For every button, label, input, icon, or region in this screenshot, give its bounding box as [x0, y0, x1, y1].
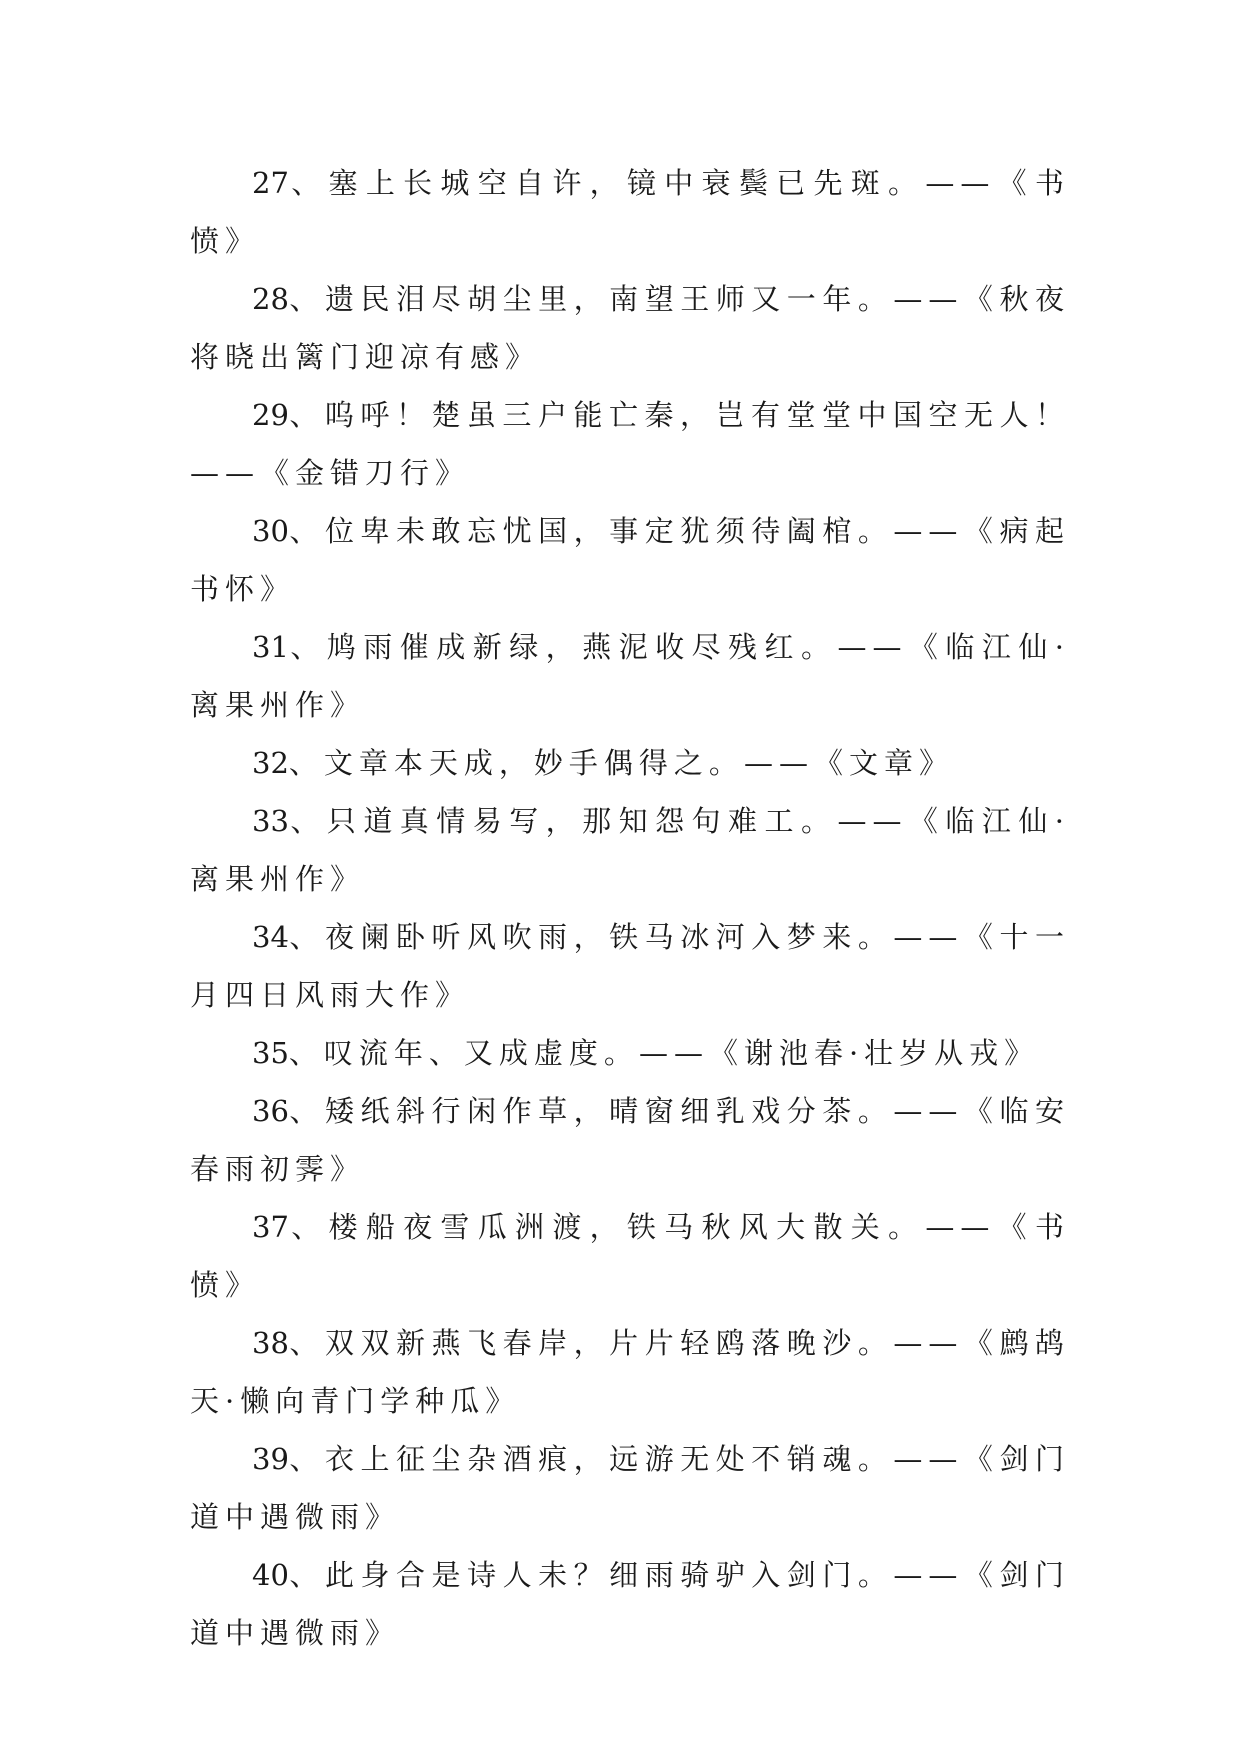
item-quote: 鸠雨催成新绿，燕泥收尽残红。 [326, 630, 838, 664]
list-item [190, 502, 1070, 618]
item-number: 30 [252, 514, 289, 548]
item-number: 33 [252, 804, 289, 838]
item-number: 35 [252, 1036, 289, 1070]
list-item [190, 618, 1070, 734]
item-quote: 只道真情易写，那知怨句难工。 [326, 804, 838, 838]
item-quote: 矮纸斜行闲作草，晴窗细乳戏分茶。 [324, 1094, 894, 1128]
item-separator: 、 [288, 514, 325, 548]
item-quote: 呜呼！楚虽三户能亡秦，岂有堂堂中国空无人！ [324, 398, 1070, 432]
item-number: 38 [252, 1326, 289, 1360]
item-source: ——《病起书怀》 [190, 514, 1070, 606]
item-source: ——《金错刀行》 [190, 456, 471, 490]
list-item [190, 734, 1070, 792]
item-separator: 、 [288, 166, 329, 200]
item-quote: 位卑未敢忘忧国，事定犹须待阖棺。 [324, 514, 894, 548]
item-quote: 夜阑卧听风吹雨，铁马冰河入梦来。 [324, 920, 894, 954]
list-item [190, 1430, 1070, 1546]
list-item [190, 1546, 1070, 1662]
item-quote: 此身合是诗人未？细雨骑驴入剑门。 [324, 1558, 894, 1592]
item-number: 39 [252, 1442, 289, 1476]
item-quote: 叹流年、又成虚度。 [323, 1036, 639, 1070]
list-item [190, 1024, 1070, 1082]
item-source: ——《秋夜将晓出篱门迎凉有感》 [190, 282, 1070, 374]
item-quote: 文章本天成，妙手偶得之。 [323, 746, 744, 780]
list-item [190, 1314, 1070, 1430]
item-separator: 、 [288, 1558, 325, 1592]
item-source: ——《十一月四日风雨大作》 [190, 920, 1070, 1012]
item-source: ——《临江仙·离果州作》 [190, 804, 1070, 896]
list-item [190, 1198, 1070, 1314]
item-quote: 楼船夜雪瓜洲渡，铁马秋风大散关。 [328, 1210, 926, 1244]
item-separator: 、 [288, 1210, 329, 1244]
list-item [190, 270, 1070, 386]
item-separator: 、 [288, 398, 325, 432]
list-item [190, 792, 1070, 908]
item-number: 36 [252, 1094, 289, 1128]
item-source: ——《书愤》 [190, 166, 1070, 258]
item-number: 34 [252, 920, 289, 954]
item-quote: 双双新燕飞春岸，片片轻鸥落晚沙。 [324, 1326, 894, 1360]
list-item [190, 154, 1070, 270]
list-item [190, 908, 1070, 1024]
item-source: ——《剑门道中遇微雨》 [190, 1558, 1070, 1650]
item-source: ——《文章》 [743, 746, 954, 780]
item-separator: 、 [288, 1036, 324, 1070]
item-number: 32 [252, 746, 289, 780]
item-number: 27 [252, 166, 289, 200]
item-separator: 、 [288, 630, 327, 664]
item-source: ——《谢池春·壮岁从戎》 [638, 1036, 1040, 1070]
document-body [190, 154, 1070, 1662]
item-number: 40 [252, 1558, 289, 1592]
item-source: ——《书愤》 [190, 1210, 1070, 1302]
item-number: 37 [252, 1210, 289, 1244]
item-quote: 塞上长城空自许，镜中衰鬓已先斑。 [328, 166, 926, 200]
item-quote: 遗民泪尽胡尘里，南望王师又一年。 [324, 282, 894, 316]
item-separator: 、 [288, 1442, 325, 1476]
item-separator: 、 [288, 746, 324, 780]
item-source: ——《临安春雨初霁》 [190, 1094, 1070, 1186]
list-item [190, 1082, 1070, 1198]
item-separator: 、 [288, 804, 327, 838]
item-separator: 、 [288, 1094, 325, 1128]
item-number: 29 [252, 398, 289, 432]
item-number: 31 [252, 630, 289, 664]
item-separator: 、 [288, 920, 325, 954]
item-quote: 衣上征尘杂酒痕，远游无处不销魂。 [324, 1442, 894, 1476]
item-source: ——《鹧鸪天·懒向青门学种瓜》 [190, 1326, 1070, 1418]
item-source: ——《剑门道中遇微雨》 [190, 1442, 1070, 1534]
item-separator: 、 [288, 282, 325, 316]
list-item [190, 386, 1070, 502]
item-source: ——《临江仙·离果州作》 [190, 630, 1070, 722]
item-separator: 、 [288, 1326, 325, 1360]
item-number: 28 [252, 282, 289, 316]
